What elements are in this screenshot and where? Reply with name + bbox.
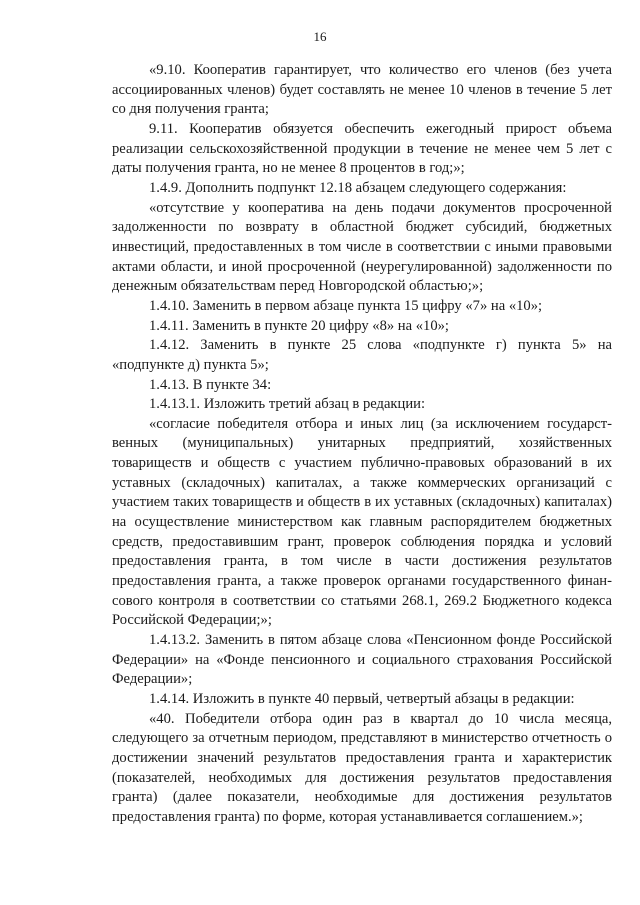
paragraph-1-4-11: 1.4.11. Заменить в пункте 20 цифру «8» на «10»;: [149, 317, 449, 334]
paragraph-1-4-14: 1.4.14. Изложить в пункте 40 первый, четвертый абзацы в редакции:: [149, 691, 575, 707]
paragraph-consent-of-winner: «согласие победителя отбора и иных лиц (за исключением государственных (муниципальных) унитарных предприятий, хозяйственных товариществ и обществ с участием публично-правовых образований в их уставных (складочных) капиталах, а также коммерческих организаций с участием таких товариществ и обществ в их уставных (складочных) капиталах) на осуществление министерством как главным распорядителем бюджетных средств, предоставившим грант, проверок соблюдения порядка и условий предоставления гранта, в том числе в части достижения результатов предоставления гранта, а также проверок органами государственного финансового контроля в соответствии со статьями 268.1, 269.2 Бюджетного кодекса Российской Федерации;»;: [112, 415, 612, 629]
paragraph-1-4-13-2: 1.4.13.2. Заменить в пятом абзаце слова «Пенсионном фонде Российской Федерации» на «Фонде пенсионного и социального страхования Российской Федерации»;: [112, 632, 612, 688]
paragraph-9-11: 9.11. Кооператив обязуется обеспечить ежегодный прирост объема реализации сельскохозяйственной продукции в течение не менее чем 5 лет с даты получения гранта, но не менее 8 процентов в год;»;: [112, 120, 612, 177]
paragraph-40: «40. Победители отбора один раз в квартал до 10 числа месяца, следующего за отчетным периодом, представляют в министерство отчетность о достижении значений результатов предоставления гранта и характеристик (показателей, необходимых для достижения результатов предоставления гранта) (далее показатели, необходимые для достижения результатов предоставления гранта) по форме, которая устанавливается соглашением.»;: [112, 710, 612, 825]
page-number: 16: [313, 29, 327, 44]
paragraph-1-4-13-1: 1.4.13.1. Изложить третий абзац в редакции:: [149, 396, 425, 413]
paragraph-1-4-13: 1.4.13. В пункте 34:: [149, 376, 272, 393]
paragraph-1-4-12: 1.4.12. Заменить в пункте 25 слова «подпункте г) пункта 5» на «подпункте д) пункта 5»;: [112, 337, 612, 373]
document-body: [112, 61, 612, 828]
paragraph-9-10: «9.10. Кооператив гарантирует, что количество его членов (без учета ассоциированных членов) будет составлять не менее 10 членов в течение 5 лет со дня получения гранта;: [112, 62, 612, 118]
paragraph-1-4-9: 1.4.9. Дополнить подпункт 12.18 абзацем следующего содержания:: [149, 179, 567, 196]
paragraph-1-4-10: 1.4.10. Заменить в первом абзаце пункта 15 цифру «7» на «10»;: [149, 297, 543, 314]
paragraph-absence-of-debt: «отсутствие у кооператива на день подачи документов просроченной задолженности по возврату в областной бюджет субсидий, бюджетных инвестиций, предоставленных в том числе в соответствии с иными правовыми актами области, и иной просроченной (неурегулированной) задолженности по денежным обязательствам перед Новгородской областью;»;: [112, 199, 612, 295]
